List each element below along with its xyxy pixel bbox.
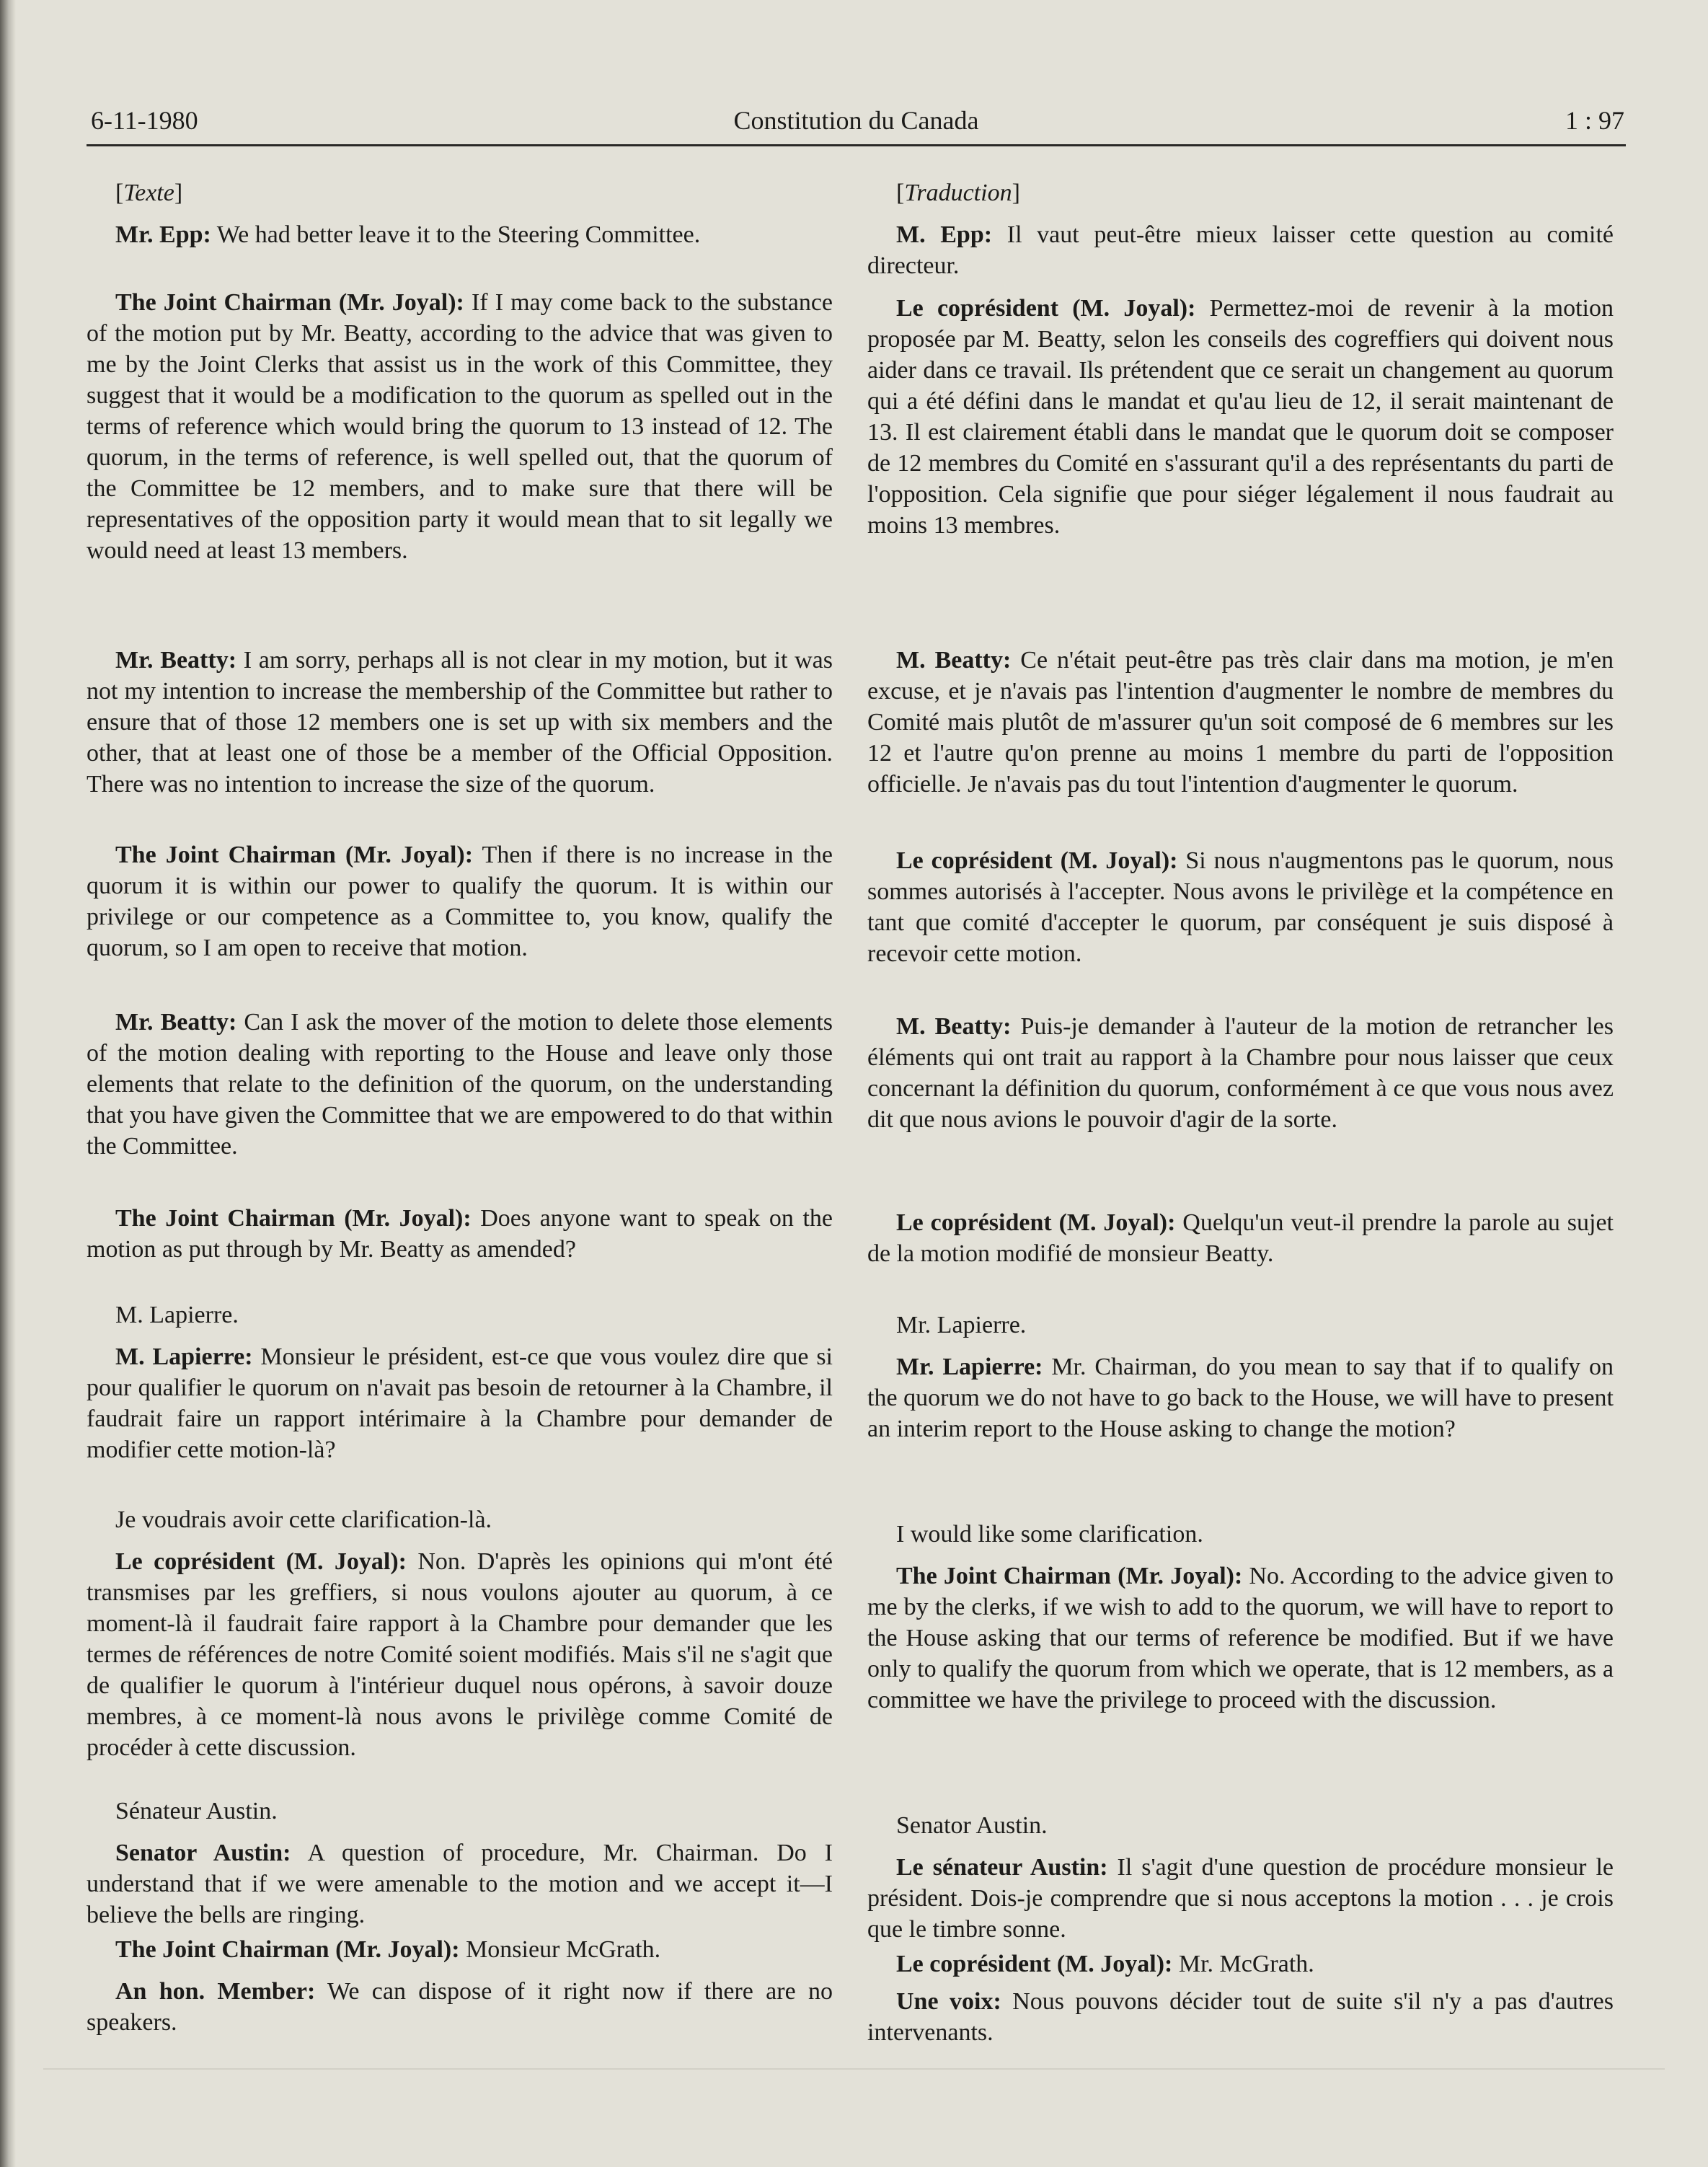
left-entry-1	[87, 219, 833, 250]
right-entry-1	[867, 219, 1614, 281]
left-entry-14	[87, 1976, 833, 2038]
header-date: 6-11-1980	[91, 106, 198, 135]
speech-text: Monsieur McGrath.	[459, 1936, 661, 1963]
left-entry-5	[87, 1007, 833, 1162]
right-entry-5	[867, 1011, 1614, 1135]
speech-text: Mr. McGrath.	[1172, 1951, 1314, 1977]
speech-text: Then if there is no increase in the quorum it is within our power to qualify the quorum. It is within our privilege or our competence as a Committee to, you know, qualify the quorum, so I am open to receive that motion.	[87, 842, 833, 961]
speech-text: Non. D'après les opinions qui m'ont été transmises par les greffiers, si nous voulons ajouter au quorum, à ce moment-là il faudrait faire rapport à la Chambre pour demander que les termes de références de notre Comité soient modifiés. Mais s'il ne s'agit que de qualifier le quorum à l'intérieur duquel nous opérons, à savoir douze membres, à ce moment-là nous avons le privilège comme Comité de procéder à cette discussion.	[87, 1548, 833, 1761]
speaker-label: Mr. Lapierre:	[896, 1354, 1043, 1380]
speaker-label: The Joint Chairman (Mr. Joyal):	[896, 1563, 1243, 1589]
speaker-label: An hon. Member:	[115, 1978, 316, 2005]
speech-text: Ce n'était peut-être pas très clair dans ma motion, je m'en excuse, et je n'avais pas l'intention d'augmenter le nombre de membres du Comité mais plutôt de m'assurer qu'un soit composé de 6 membres sur les 12 et l'autre qu'on prenne au moins 1 membre du parti de l'opposition officielle. Je n'avais pas du tout l'intention d'augmenter le quorum.	[867, 647, 1614, 798]
speaker-label: M. Epp:	[896, 221, 993, 248]
right-column	[867, 177, 1614, 2052]
left-entry-9	[87, 1504, 833, 1535]
language-tag-traduction: [ Traduction ]	[867, 177, 1614, 208]
left-entry-7	[87, 1299, 833, 1330]
speech-text: Mr. Lapierre.	[896, 1312, 1027, 1338]
left-entry-8	[87, 1341, 833, 1465]
right-entry-3	[867, 645, 1614, 800]
right-entry-14	[867, 1986, 1614, 2048]
speaker-label: Le coprésident (M. Joyal):	[896, 295, 1196, 322]
speech-text: Nous pouvons décider tout de suite s'il n'y a pas d'autres intervenants.	[867, 1988, 1614, 2046]
right-entry-4	[867, 845, 1614, 969]
speaker-label: Senator Austin:	[115, 1840, 291, 1866]
speaker-label: Mr. Epp:	[115, 221, 211, 248]
speech-text: Can I ask the mover of the motion to delete those elements of the motion dealing with reporting to the House and leave only those elements that relate to the definition of the quorum, on the understanding that you have given the Committee that we are empowered to do that within the Committee.	[87, 1009, 833, 1160]
speaker-label: M. Beatty:	[896, 647, 1012, 674]
right-entry-10	[867, 1561, 1614, 1716]
speaker-label: Le coprésident (M. Joyal):	[896, 1951, 1173, 1977]
speech-text: M. Lapierre.	[115, 1302, 239, 1328]
left-entry-2	[87, 287, 833, 566]
right-entry-8	[867, 1351, 1614, 1444]
header-title: Constitution du Canada	[733, 106, 979, 135]
speaker-label: Le coprésident (M. Joyal):	[115, 1548, 407, 1575]
speech-text: Mr. Chairman, do you mean to say that if to qualify on the quorum we do not have to go back to the House, we will have to present an interim report to the House asking to change the motion?	[867, 1354, 1614, 1442]
speech-text: Quelqu'un veut-il prendre la parole au sujet de la motion modifié de monsieur Beatty.	[867, 1209, 1614, 1267]
speech-text: Il vaut peut-être mieux laisser cette question au comité directeur.	[867, 221, 1614, 279]
speech-text: Permettez-moi de revenir à la motion proposée par M. Beatty, selon les conseils des cogreffiers qui doivent nous aider dans ce travail. Ils prétendent que ce serait un changement au quorum qui a été défini dans le mandat et qu'au lieu de 12, il serait maintenant de 13. Il est clairement établi dans le mandat que le quorum doit se composer de 12 membres du Comité en s'assurant qu'il a des représentants du parti de l'opposition. Cela signifie que pour siéger légalement il nous faudrait au moins 13 membres.	[867, 295, 1614, 539]
right-entry-9	[867, 1519, 1614, 1550]
page-bottom-edge	[43, 2068, 1665, 2070]
speaker-label: Une voix:	[896, 1988, 1001, 2015]
left-entry-13	[87, 1934, 833, 1965]
speech-text: Je voudrais avoir cette clarification-là.	[115, 1506, 492, 1533]
speech-text: We can dispose of it right now if there are no speakers.	[87, 1978, 833, 2036]
right-entry-6	[867, 1207, 1614, 1269]
right-entry-12	[867, 1852, 1614, 1945]
speaker-label: Le coprésident (M. Joyal):	[896, 847, 1178, 874]
speech-text: Si nous n'augmentons pas le quorum, nous sommes autorisés à l'accepter. Nous avons le privilège et la compétence en tant que comité d'accepter le quorum, par conséquent je suis disposé à recevoir cette motion.	[867, 847, 1614, 967]
speaker-label: Mr. Beatty:	[115, 1009, 237, 1036]
left-entry-10	[87, 1546, 833, 1763]
left-entry-6	[87, 1203, 833, 1265]
right-entry-11	[867, 1810, 1614, 1841]
speech-text: Does anyone want to speak on the motion as put through by Mr. Beatty as amended?	[87, 1205, 833, 1263]
speech-text: No. According to the advice given to me by the clerks, if we wish to add to the quorum, we will have to report to the House asking that our terms of reference be modified. But if we have only to qualify the quorum from which we operate, that is 12 members, as a committee we have the privilege to proceed with the discussion.	[867, 1563, 1614, 1713]
speaker-label: M. Lapierre:	[115, 1343, 253, 1370]
speaker-label: Le sénateur Austin:	[896, 1854, 1108, 1881]
right-entry-13	[867, 1948, 1614, 1980]
left-entry-3	[87, 645, 833, 800]
left-column	[87, 177, 833, 2052]
speech-text: Sénateur Austin.	[115, 1798, 278, 1824]
speech-text: Puis-je demander à l'auteur de la motion de retrancher les éléments qui ont trait au rapport à la Chambre pour nous laisser que ceux concernant la définition du quorum, conformément à ce que vous nous avez dit que nous avions le pouvoir d'agir de la sorte.	[867, 1013, 1614, 1133]
header-page-number: 1 : 97	[1565, 106, 1624, 135]
speaker-label: The Joint Chairman (Mr. Joyal):	[115, 1205, 472, 1232]
speaker-label: The Joint Chairman (Mr. Joyal):	[115, 842, 474, 868]
language-tag-texte: [ Texte ]	[87, 177, 833, 208]
speech-text: Senator Austin.	[896, 1812, 1048, 1839]
speaker-label: The Joint Chairman (Mr. Joyal):	[115, 289, 464, 316]
speech-text: Il s'agit d'une question de procédure monsieur le président. Dois-je comprendre que si nous acceptons la motion . . . je crois que le timbre sonne.	[867, 1854, 1614, 1943]
speaker-label: Mr. Beatty:	[115, 647, 237, 674]
running-header	[87, 102, 1626, 146]
speech-text: Monsieur le président, est-ce que vous voulez dire que si pour qualifier le quorum on n'avait pas besoin de retourner à la Chambre, il faudrait faire un rapport intérimaire à la Chambre pour demander de modifier cette motion-là?	[87, 1343, 833, 1463]
speaker-label: Le coprésident (M. Joyal):	[896, 1209, 1176, 1236]
speaker-label: M. Beatty:	[896, 1013, 1012, 1040]
left-entry-11	[87, 1796, 833, 1827]
right-entry-7	[867, 1310, 1614, 1341]
speech-text: A question of procedure, Mr. Chairman. Do I understand that if we were amenable to the motion and we accept it—I believe the bells are ringing.	[87, 1840, 833, 1928]
speaker-label: The Joint Chairman (Mr. Joyal):	[115, 1936, 460, 1963]
speech-text: I am sorry, perhaps all is not clear in my motion, but it was not my intention to increase the membership of the Committee but rather to ensure that of those 12 members one is set up with six members and the other, that at least one of those be a member of the Official Opposition. There was no intention to increase the size of the quorum.	[87, 647, 833, 798]
page-edge-shadow	[0, 0, 16, 2167]
speech-text: If I may come back to the substance of the motion put by Mr. Beatty, according to the advice that was given to me by the Joint Clerks that assist us in the work of this Committee, they suggest that it would be a modification to the quorum as spelled out in the terms of reference which would bring the quorum to 13 instead of 12. The quorum, in the terms of reference, is well spelled out, that the quorum of the Committee be 12 members, and to make sure that there will be representatives of the opposition party it would mean that to sit legally we would need at least 13 members.	[87, 289, 833, 564]
speech-text: We had better leave it to the Steering Committee.	[211, 221, 701, 248]
right-entry-2	[867, 293, 1614, 541]
speech-text: I would like some clarification.	[896, 1521, 1203, 1548]
left-entry-4	[87, 839, 833, 963]
left-entry-12	[87, 1837, 833, 1930]
